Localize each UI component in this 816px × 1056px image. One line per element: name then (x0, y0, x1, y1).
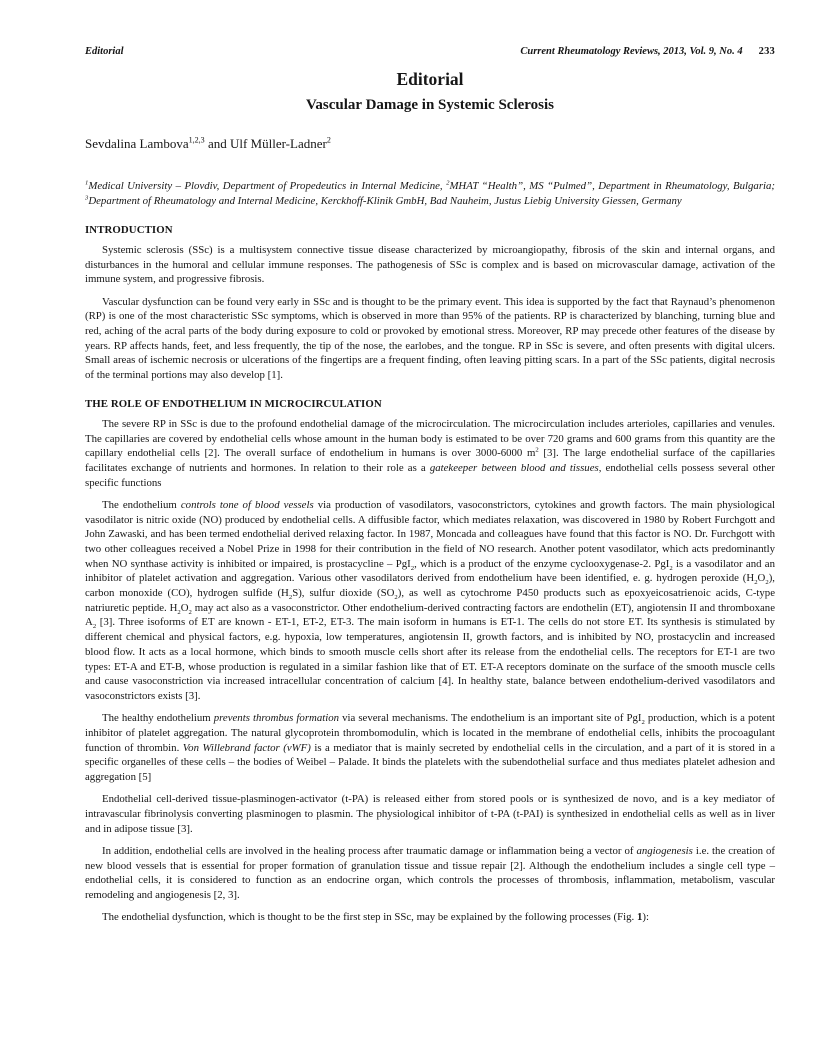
header-section-label: Editorial (85, 46, 124, 57)
article-body (85, 224, 775, 925)
header-right-group (520, 46, 775, 57)
body-paragraph: The healthy endothelium prevents thrombus formation via several mechanisms. The endothelium is an important site of PgI$_2$ production, which is a potent inhibitor of platelet aggregation. The natural glycoprotein thrombomodulin, which is located in the membrane of endothelial cells, inhibits the procoagulant function of thrombin. Von Willebrand factor (vWF) is a mediator that is mainly secreted by endothelial cells in the circulation, and a part of it is stored in a specific organelles of these cells – the bodies of Weibel – Palade. It binds the platelets with the subendothelial surface and thus mediates platelet adhesion and aggregation [5] (85, 712, 776, 783)
section-heading: THE ROLE OF ENDOTHELIUM IN MICROCIRCULATION (85, 397, 382, 410)
article-type-title: Editorial (396, 69, 464, 89)
body-paragraph: Endothelial cell-derived tissue-plasminogen-activator (t-PA) is released either from stored pools or is synthesized de novo, and is a key mediator of intravascular fibrinolysis converting plasminogen to plasmin. The physiological inhibitor of t-PA (t-PAI) is synthesized in endothelial cells as well as in liver and in adipose tissue [3]. (85, 793, 775, 835)
page-number: 233 (758, 46, 775, 57)
body-paragraph: Systemic sclerosis (SSc) is a multisystem connective tissue disease characterized by microangiopathy, fibrosis of the skin and internal organs, and disturbances in the humoral and cellular immune responses. The pathogenesis of SSc is complex and is based on microvascular damage, activation of the immune system, and progressive fibrosis. (85, 244, 775, 286)
authors-line: Sevdalina Lambova$^{1,2,3}$ and Ulf Müller-Ladner$^2$ (85, 135, 331, 151)
article-title: Vascular Damage in Systemic Sclerosis (305, 97, 555, 113)
body-paragraph: In addition, endothelial cells are involved in the healing process after traumatic damage or inflammation being a vector of angiogenesis i.e. the creation of new blood vessels that is essential for proper formation of granulation tissue and tissue repair [2]. Although the endothelium includes a single cell type – endothelial cells, it is considered to function as an endocrine organ, which controls the processes of thrombosis, inflammation, metabolism, vascular remodeling and angiogenesis [2, 3]. (85, 844, 775, 901)
body-paragraph: The endothelium controls tone of blood vessels via production of vasodilators, vasoconstrictors, cytokines and growth factors. The main physiological vasodilator is nitric oxide (NO) produced by endothelial cells. A diffusible factor, which mediates relaxation, was discovered in 1980 by Robert Furchgott and John Zawaski, and has been termed endothelial derived relaxing factor. In 1987, Moncada and colleagues have found that this factor is NO. Dr. Furchgott with two other colleagues received a Nobel Prize in 1998 for their contribution in the field of NO research. Another potent vasodilator, which acts predominantly when NO synthase activity is inhibited or impaired, is prostacycline – PgI$_2$, which is a product of the enzyme cyclooxygenase-2. PgI$_2$ is a vasodilator and an inhibitor of platelet activation and aggregation. Various other vasodilators derived from endothelium have been identified, e. g. hydrogen peroxide $(H_2O_2)$, carbon monoxide (CO), hydrogen sulfide $(H_2S)$, sulfur dioxide $(SO_2)$, as well as cytochrome P450 products such as epoxyeicosatrienoic acids, C-type natriuretic peptide. $H_2O_2$ may act also as a vasoconstrictor. Other endothelium-derived contracting factors are endothelin (ET), angiotensin II and thromboxane $A_2$ [3]. Three isoforms of ET are known - ET-1, ET-2, ET-3. The main isoform in humans is ET-1. The cells do not store ET. Its synthesis is stimulated by different chemical and physical factors, e.g. hypoxia, low temperatures, angiotensin II, growth factors, and is inhibited by NO, prostacyclin and increased blood flow. It acts as a local hormone, which binds to smooth muscle cells short after its release from the endothelial cells. The receptors for ET-1 are two types: ET-A and ET-B, whose production is regulated in a similar fashion like that of ET. ET-A receptors dominate on the surface of the smooth muscle cells and cause vasoconstriction via increased intracellular concentration of calcium [4]. In healthy state, balance between endothelium-derived vasodilators and vasoconstrictors exists [3]. (85, 498, 776, 702)
affiliations: $^1$Medical University – Plovdiv, Department of Propedeutics in Internal Medicine, $^2$MHAT “Health”, MS “Pulmed”, Department in Rheumatology, Bulgaria; $^3$Department of Rheumatology and Internal Medicine, Kerckhoff-Klinik GmbH, Bad Nauheim, Justus Liebig University Giessen, Germany (85, 179, 776, 207)
body-paragraph: The severe RP in SSc is due to the profound endothelial damage of the microcirculation. The microcirculation includes arterioles, capillaries and venules. The capillaries are covered by endothelial cells whose amount in the human body is estimated to be over 720 grams and 600 grams from this quantity are the capillary endothelial cells [2]. The overall surface of endothelium in humans is over 3000-6000 $m^2$ [3]. The large endothelial surface of the capillaries facilitates exchange of nutrients and hormones. In relation to their role as a gatekeeper between blood and tissues, endothelial cells possess several other specific functions (85, 417, 776, 489)
running-header (85, 46, 775, 57)
section-heading: INTRODUCTION (85, 224, 173, 236)
body-paragraph: The endothelial dysfunction, which is thought to be the first step in SSc, may be explained by the following processes (Fig. 1): (102, 911, 649, 924)
body-paragraph: Vascular dysfunction can be found very early in SSc and is thought to be the primary event. This idea is supported by the fact that Raynaud’s phenomenon (RP) is one of the most characteristic SSc symptoms, which is observed in more than 95% of the patients. RP is characterized by blanching, turning blue and red, aching of the acral parts of the body during exposure to cold or provoked by emotional stress. Moreover, RP may precede other features of the disease by years. RP affects hands, feet, and less frequently, the tip of the nose, the earlobes, and the tongue. RP in SSc is severe, and often presents with digital ulcers. Small areas of ischemic necrosis or ulcerations of the fingertips are a frequent finding, often leaving pitting scars. In a part of the SSc patients, digital necrosis of the terminal portions may also develop [1]. (85, 295, 775, 382)
journal-citation: Current Rheumatology Reviews, 2013, Vol. 9, No. 4 (520, 46, 743, 57)
